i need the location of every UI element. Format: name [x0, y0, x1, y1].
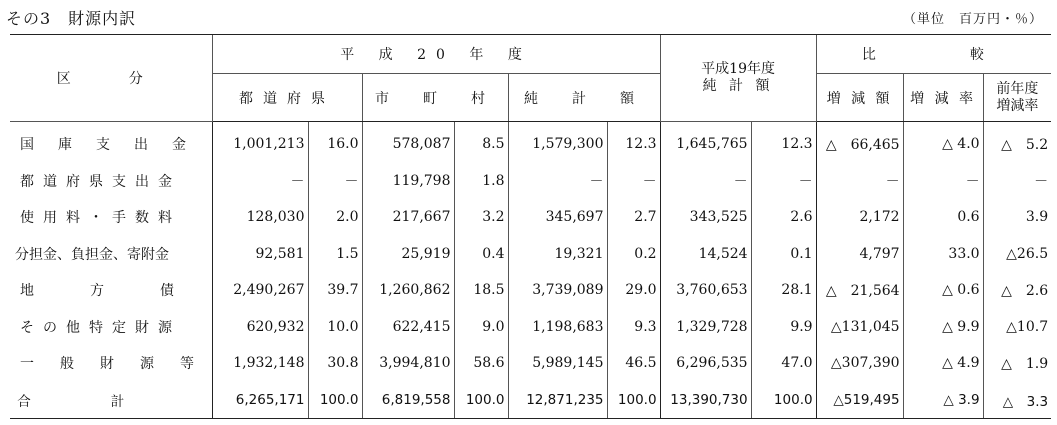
cell-prev-rate: △ 5.2	[983, 122, 1051, 163]
row-label: 分担金、負担金、寄附金	[15, 246, 169, 263]
cell-prev: 6,296,535	[660, 345, 751, 382]
cell-prev-pct: 28.1	[751, 272, 816, 309]
header-row-top	[10, 35, 1051, 74]
header-h20: 平 成 20 年 度	[212, 35, 660, 74]
row-label: 国庫支出金	[20, 137, 210, 154]
table-row	[10, 163, 1051, 200]
cell-prev-pct: 9.9	[751, 309, 816, 346]
row-label: 地方債	[20, 283, 230, 300]
cell-prev-rate: △26.5	[983, 236, 1051, 273]
total-diff: △519,495	[816, 382, 903, 419]
header-zennen-line1: 前年度	[996, 80, 1039, 97]
cell-muni-pct: 0.4	[454, 236, 508, 273]
total-row	[10, 382, 1051, 419]
row-label: 一般財源等	[20, 356, 220, 373]
cell-prev: 343,525	[660, 199, 751, 236]
cell-rate: △ 4.0	[903, 122, 983, 163]
cell-muni-pct: 9.0	[454, 309, 508, 346]
cell-pref: －	[212, 163, 308, 200]
cell-prev-pct: 2.6	[751, 199, 816, 236]
total-label: 合計	[10, 382, 212, 419]
cell-diff: △131,045	[816, 309, 903, 346]
header-junkei: 純 計 額	[508, 74, 660, 122]
cell-diff: 2,172	[816, 199, 903, 236]
cell-prev-pct: 12.3	[751, 122, 816, 163]
total-muni-pct: 100.0	[454, 382, 508, 419]
cell-muni: 1,260,862	[362, 272, 454, 309]
table-row	[10, 199, 1051, 236]
cell-prev: －	[660, 163, 751, 200]
cell-pref-pct: 2.0	[308, 199, 362, 236]
revenue-breakdown-table	[10, 34, 1051, 419]
cell-prev-rate: △ 2.6	[983, 272, 1051, 309]
cell-net: 5,989,145	[508, 345, 607, 382]
cell-prev: 3,760,653	[660, 272, 751, 309]
cell-prev-rate: －	[983, 163, 1051, 200]
cell-pref-pct: 39.7	[308, 272, 362, 309]
cell-pref: 620,932	[212, 309, 308, 346]
row-label: 使用料・手数料	[20, 210, 181, 227]
cell-net-pct: 2.7	[607, 199, 660, 236]
cell-prev-rate: △10.7	[983, 309, 1051, 346]
cell-muni: 3,994,810	[362, 345, 454, 382]
cell-muni-pct: 8.5	[454, 122, 508, 163]
cell-muni: 622,415	[362, 309, 454, 346]
cell-net: 345,697	[508, 199, 607, 236]
header-hikaku: 比 較	[816, 35, 1051, 74]
table-row	[10, 345, 1051, 382]
cell-pref-pct: 10.0	[308, 309, 362, 346]
header-kubun: 区 分	[10, 35, 212, 122]
total-rate: △ 3.9	[903, 382, 983, 419]
total-prev: 13,390,730	[660, 382, 751, 419]
cell-rate: △ 0.6	[903, 272, 983, 309]
table-row	[10, 236, 1051, 273]
cell-net-pct: 29.0	[607, 272, 660, 309]
table-row	[10, 122, 1051, 163]
total-pref: 6,265,171	[212, 382, 308, 419]
cell-prev-pct: 47.0	[751, 345, 816, 382]
cell-net-pct: 12.3	[607, 122, 660, 163]
cell-pref-pct: 16.0	[308, 122, 362, 163]
cell-rate: △ 9.9	[903, 309, 983, 346]
cell-muni-pct: 58.6	[454, 345, 508, 382]
cell-pref: 92,581	[212, 236, 308, 273]
cell-muni-pct: 3.2	[454, 199, 508, 236]
cell-diff: △ 66,465	[816, 122, 903, 163]
cell-muni-pct: 18.5	[454, 272, 508, 309]
cell-prev-rate: 3.9	[983, 199, 1051, 236]
cell-prev: 14,524	[660, 236, 751, 273]
cell-pref-pct: 30.8	[308, 345, 362, 382]
cell-diff: △ 21,564	[816, 272, 903, 309]
cell-rate: 0.6	[903, 199, 983, 236]
cell-net-pct: 9.3	[607, 309, 660, 346]
cell-pref: 2,490,267	[212, 272, 308, 309]
total-muni: 6,819,558	[362, 382, 454, 419]
header-h19-line1: 平成19年度	[701, 61, 775, 77]
cell-muni: 578,087	[362, 122, 454, 163]
cell-muni: 25,919	[362, 236, 454, 273]
cell-diff: △307,390	[816, 345, 903, 382]
cell-net-pct: －	[607, 163, 660, 200]
table-row	[10, 272, 1051, 309]
row-label: その他特定財源	[20, 319, 181, 336]
cell-muni: 217,667	[362, 199, 454, 236]
cell-net-pct: 0.2	[607, 236, 660, 273]
cell-prev: 1,645,765	[660, 122, 751, 163]
header-h19	[660, 35, 816, 122]
cell-diff: 4,797	[816, 236, 903, 273]
cell-muni-pct: 1.8	[454, 163, 508, 200]
cell-pref: 1,932,148	[212, 345, 308, 382]
cell-prev-pct: －	[751, 163, 816, 200]
cell-pref-pct: －	[308, 163, 362, 200]
header-zogen-gaku: 増 減 額	[816, 74, 903, 122]
cell-muni: 119,798	[362, 163, 454, 200]
cell-pref-pct: 1.5	[308, 236, 362, 273]
page-title: その3 財源内訳	[6, 9, 137, 28]
cell-net: 3,739,089	[508, 272, 607, 309]
header-todofuken: 都道府県	[212, 74, 362, 122]
cell-rate: △ 4.9	[903, 345, 983, 382]
cell-diff: －	[816, 163, 903, 200]
total-net: 12,871,235	[508, 382, 607, 419]
cell-prev-pct: 0.1	[751, 236, 816, 273]
total-prev-rate: △ 3.3	[983, 382, 1051, 419]
cell-rate: 33.0	[903, 236, 983, 273]
cell-net: 1,579,300	[508, 122, 607, 163]
header-shichoson: 市 町 村	[362, 74, 508, 122]
cell-net: 19,321	[508, 236, 607, 273]
header-h19-line2: 純 計 額	[702, 78, 774, 94]
cell-net: 1,198,683	[508, 309, 607, 346]
header-zennen-line2: 増減率	[996, 97, 1039, 114]
cell-prev: 1,329,728	[660, 309, 751, 346]
header-zogen-ritsu: 増 減 率	[903, 74, 983, 122]
header-zennen	[983, 74, 1051, 122]
unit-note: （単位 百万円・％）	[902, 12, 1043, 27]
row-label: 都道府県支出金	[20, 173, 181, 190]
cell-pref: 1,001,213	[212, 122, 308, 163]
cell-pref: 128,030	[212, 199, 308, 236]
cell-rate: －	[903, 163, 983, 200]
table-row	[10, 309, 1051, 346]
total-net-pct: 100.0	[607, 382, 660, 419]
total-pref-pct: 100.0	[308, 382, 362, 419]
total-prev-pct: 100.0	[751, 382, 816, 419]
cell-net-pct: 46.5	[607, 345, 660, 382]
cell-net: －	[508, 163, 607, 200]
cell-prev-rate: △ 1.9	[983, 345, 1051, 382]
